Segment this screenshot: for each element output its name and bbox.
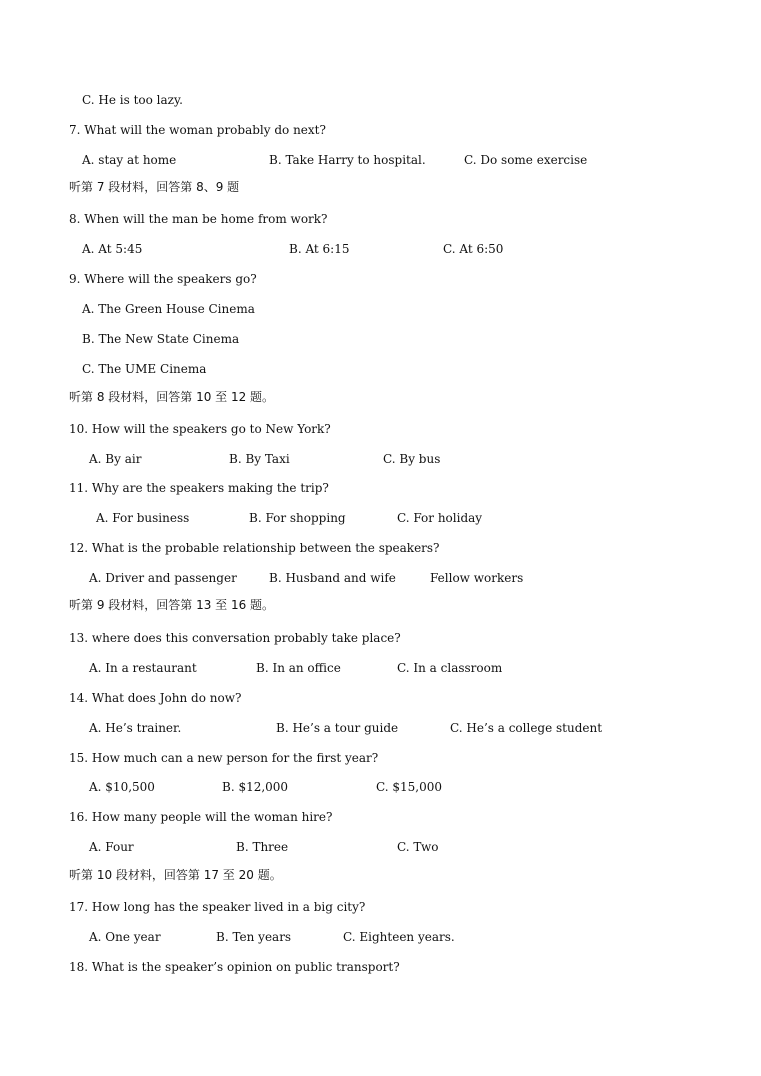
question-12-option-c: Fellow workers [430,571,524,585]
question-13-option-b: B. In an office [256,661,341,675]
question-15-option-b: B. $12,000 [222,780,289,794]
question-8-option-a: A. At 5:45 [82,242,143,256]
question-7-option-b: B. Take Harry to hospital. [269,153,426,167]
question-17-option-b: B. Ten years [216,930,292,944]
question-15-option-a: A. $10,500 [89,780,155,794]
question-10-option-b: B. By Taxi [229,452,290,466]
question-13: 13. where does this conversation probably take place? [69,631,401,645]
section-9-heading: 听第 9 段材料，回答第 13 至 16 题。 [69,598,275,612]
question-17-option-a: A. One year [89,930,161,944]
question-11-option-b: B. For shopping [249,511,346,525]
section-10-heading: 听第 10 段材料，回答第 17 至 20 题。 [69,868,282,882]
question-18: 18. What is the speaker’s opinion on public transport? [69,960,400,974]
section-7-heading: 听第 7 段材料，回答第 8、9 题 [69,180,240,194]
question-12-option-b: B. Husband and wife [269,571,396,585]
question-15-option-c: C. $15,000 [376,780,443,794]
question-7: 7. What will the woman probably do next? [69,123,326,137]
question-12-option-a: A. Driver and passenger [89,571,237,585]
question-16-option-c: C. Two [397,840,439,854]
question-11: 11. Why are the speakers making the trip? [69,481,329,495]
question-14: 14. What does John do now? [69,691,242,705]
question-17-option-c: C. Eighteen years. [343,930,455,944]
question-9: 9. Where will the speakers go? [69,272,257,286]
question-10-option-a: A. By air [89,452,142,466]
question-9-option-a: A. The Green House Cinema [82,302,255,316]
question-13-option-a: A. In a restaurant [89,661,197,675]
question-16-option-b: B. Three [236,840,289,854]
question-10: 10. How will the speakers go to New York? [69,422,331,436]
question-14-option-c: C. He’s a college student [450,721,603,735]
question-11-option-c: C. For holiday [397,511,483,525]
question-8-option-b: B. At 6:15 [289,242,350,256]
question-6-option-c: C. He is too lazy. [82,93,183,107]
question-14-option-b: B. He’s a tour guide [276,721,399,735]
question-11-option-a: A. For business [96,511,190,525]
question-10-option-c: C. By bus [383,452,441,466]
question-15: 15. How much can a new person for the first year? [69,751,379,765]
question-13-option-c: C. In a classroom [397,661,503,675]
question-16: 16. How many people will the woman hire? [69,810,333,824]
question-8-option-c: C. At 6:50 [443,242,504,256]
question-12: 12. What is the probable relationship between the speakers? [69,541,440,555]
question-16-option-a: A. Four [89,840,134,854]
question-17: 17. How long has the speaker lived in a big city? [69,900,366,914]
question-8: 8. When will the man be home from work? [69,212,328,226]
question-9-option-c: C. The UME Cinema [82,362,207,376]
question-14-option-a: A. He’s trainer. [89,721,182,735]
question-7-option-a: A. stay at home [82,153,177,167]
section-8-heading: 听第 8 段材料，回答第 10 至 12 题。 [69,390,275,404]
question-9-option-b: B. The New State Cinema [82,332,240,346]
question-7-option-c: C. Do some exercise [464,153,588,167]
